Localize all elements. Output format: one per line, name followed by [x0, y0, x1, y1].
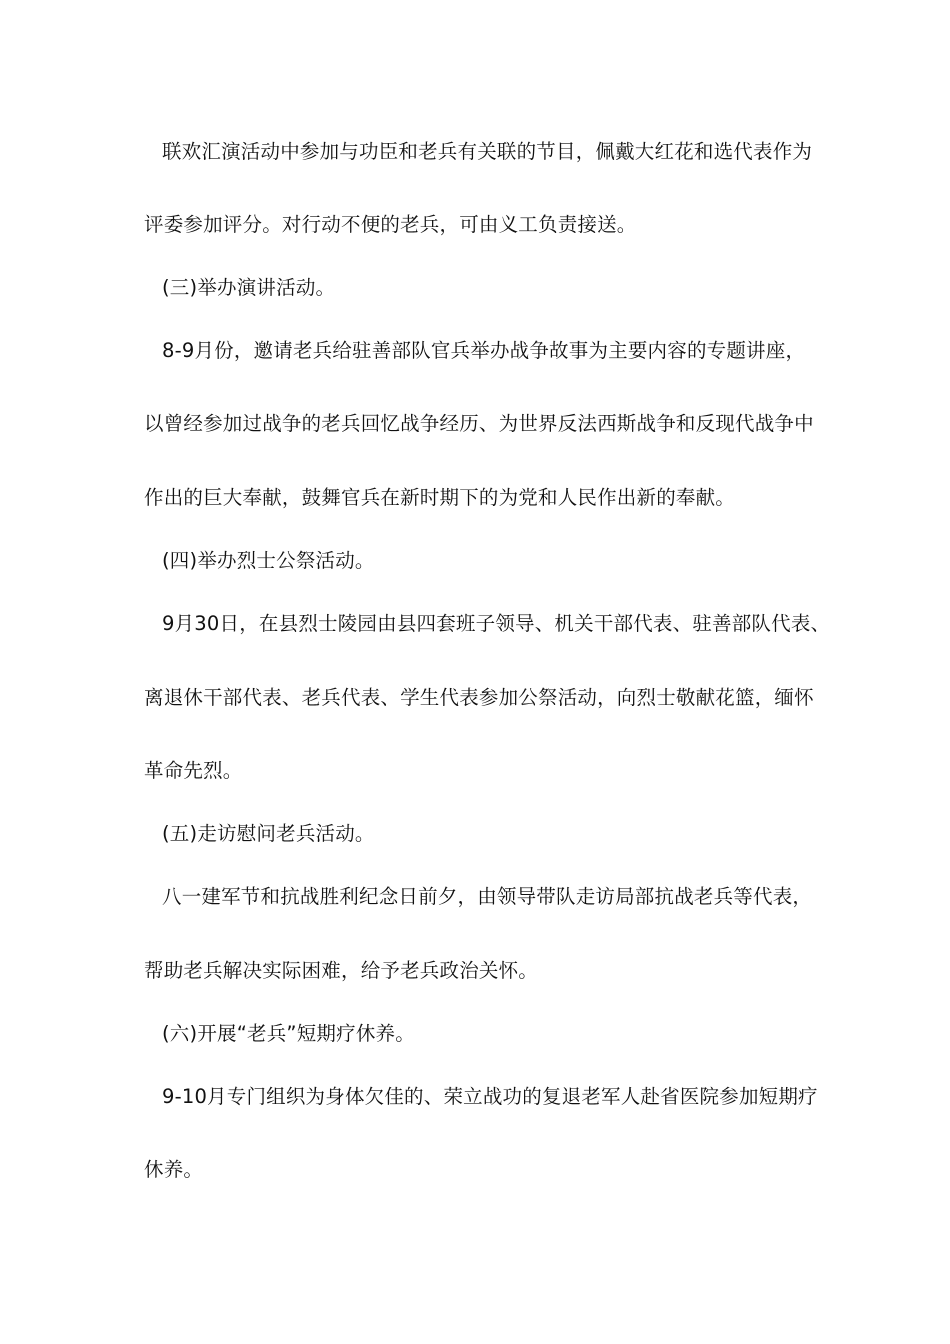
paragraph-line: 作出的巨大奉献，鼓舞官兵在新时期下的为党和人民作出新的奉献。 — [144, 486, 736, 509]
paragraph-line: 8-9月份，邀请老兵给驻善部队官兵举办战争故事为主要内容的专题讲座， — [162, 339, 806, 362]
paragraph-line: 以曾经参加过战争的老兵回忆战争经历、为世界反法西斯战争和反现代战争中 — [144, 412, 814, 435]
paragraph-line: 9-10月专门组织为身体欠佳的、荣立战功的复退老军人赴省医院参加短期疗 — [162, 1085, 818, 1108]
paragraph-line: 联欢汇演活动中参加与功臣和老兵有关联的节目，佩戴大红花和选代表作为 — [162, 140, 813, 163]
section-heading: (三)举办演讲活动。 — [162, 276, 336, 299]
section-heading: (六)开展“老兵”短期疗休养。 — [162, 1022, 415, 1045]
paragraph-line: 革命先烈。 — [144, 759, 243, 782]
paragraph-line: 八一建军节和抗战胜利纪念日前夕，由领导带队走访局部抗战老兵等代表， — [162, 885, 813, 908]
paragraph-line: 离退休干部代表、老兵代表、学生代表参加公祭活动，向烈士敬献花篮，缅怀 — [144, 686, 814, 709]
paragraph-line: 评委参加评分。对行动不便的老兵，可由义工负责接送。 — [144, 213, 637, 236]
section-heading: (五)走访慰问老兵活动。 — [162, 822, 375, 845]
paragraph-line: 9月30日，在县烈士陵园由县四套班子领导、机关干部代表、驻善部队代表、 — [162, 612, 831, 635]
paragraph-line: 帮助老兵解决实际困难，给予老兵政治关怀。 — [144, 959, 539, 982]
paragraph-line: 休养。 — [144, 1158, 204, 1181]
section-heading: (四)举办烈士公祭活动。 — [162, 549, 375, 572]
